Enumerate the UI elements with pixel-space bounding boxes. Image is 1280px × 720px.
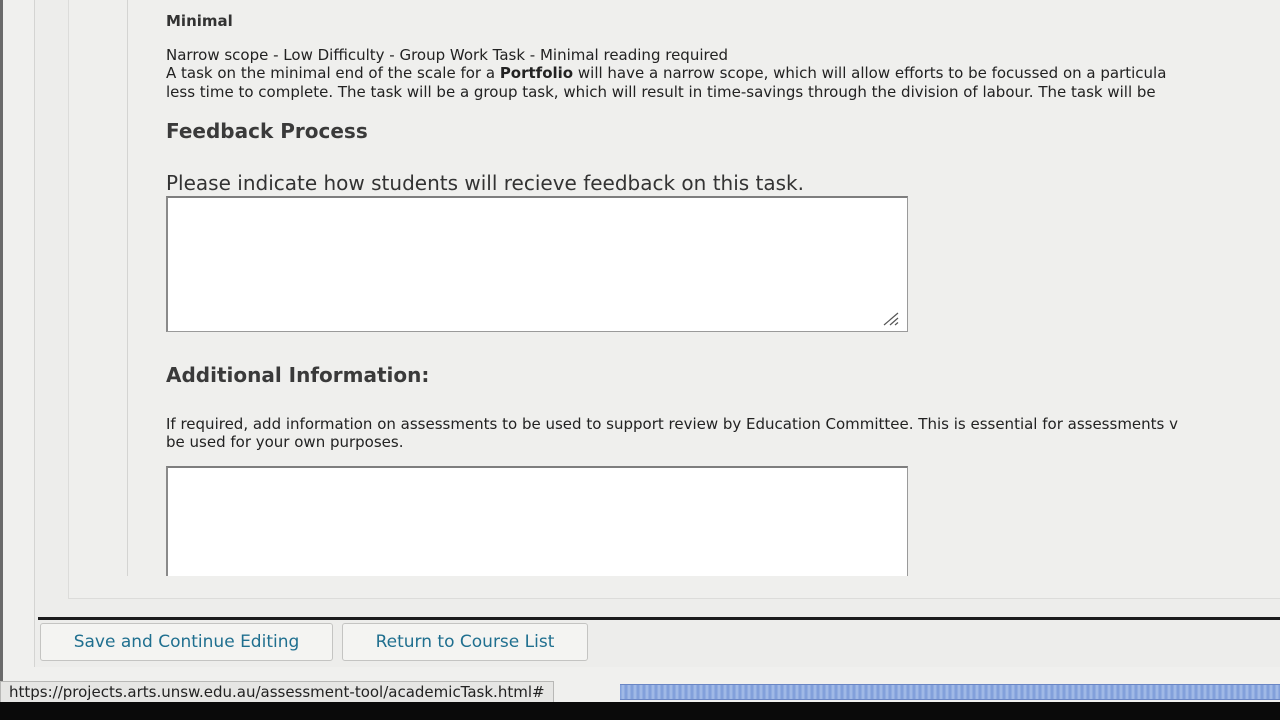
button-bar-divider [38,617,1280,620]
additional-information-heading: Additional Information: [166,363,430,387]
additional-information-help-line-2: be used for your own purposes. [166,433,404,451]
feedback-prompt-label: Please indicate how students will recieve feedback on this task. [166,171,804,195]
feedback-textarea[interactable] [166,196,908,332]
additional-information-textarea[interactable] [166,466,908,576]
level-description-line-2: less time to complete. The task will be a group task, which will result in time-savings through the division of labour. The task will be [166,83,1156,101]
browser-status-bar: https://projects.arts.unsw.edu.au/assessment-tool/academicTask.html# [0,681,554,703]
content-divider [127,0,128,576]
level-heading: Minimal [166,12,233,30]
additional-information-help-line-1: If required, add information on assessments to be used to support review by Education Committee. This is essential for assessments v [166,415,1179,433]
textarea-resize-grip-icon[interactable] [880,310,900,326]
level-description-line-1 [166,64,1166,82]
level-description-text-continued: will have a narrow scope, which will allow efforts to be focussed on a particula [573,64,1167,82]
screen-bottom-bar [0,702,1280,720]
return-to-course-list-button[interactable]: Return to Course List [342,623,588,661]
save-and-continue-button[interactable]: Save and Continue Editing [40,623,333,661]
feedback-process-heading: Feedback Process [166,119,368,143]
level-summary: Narrow scope - Low Difficulty - Group Work Task - Minimal reading required [166,46,729,64]
taskbar-strip [620,684,1280,700]
level-description-task-type: Portfolio [499,64,574,82]
level-description-text: A task on the minimal end of the scale for a [166,64,500,82]
window-left-edge [0,0,3,700]
